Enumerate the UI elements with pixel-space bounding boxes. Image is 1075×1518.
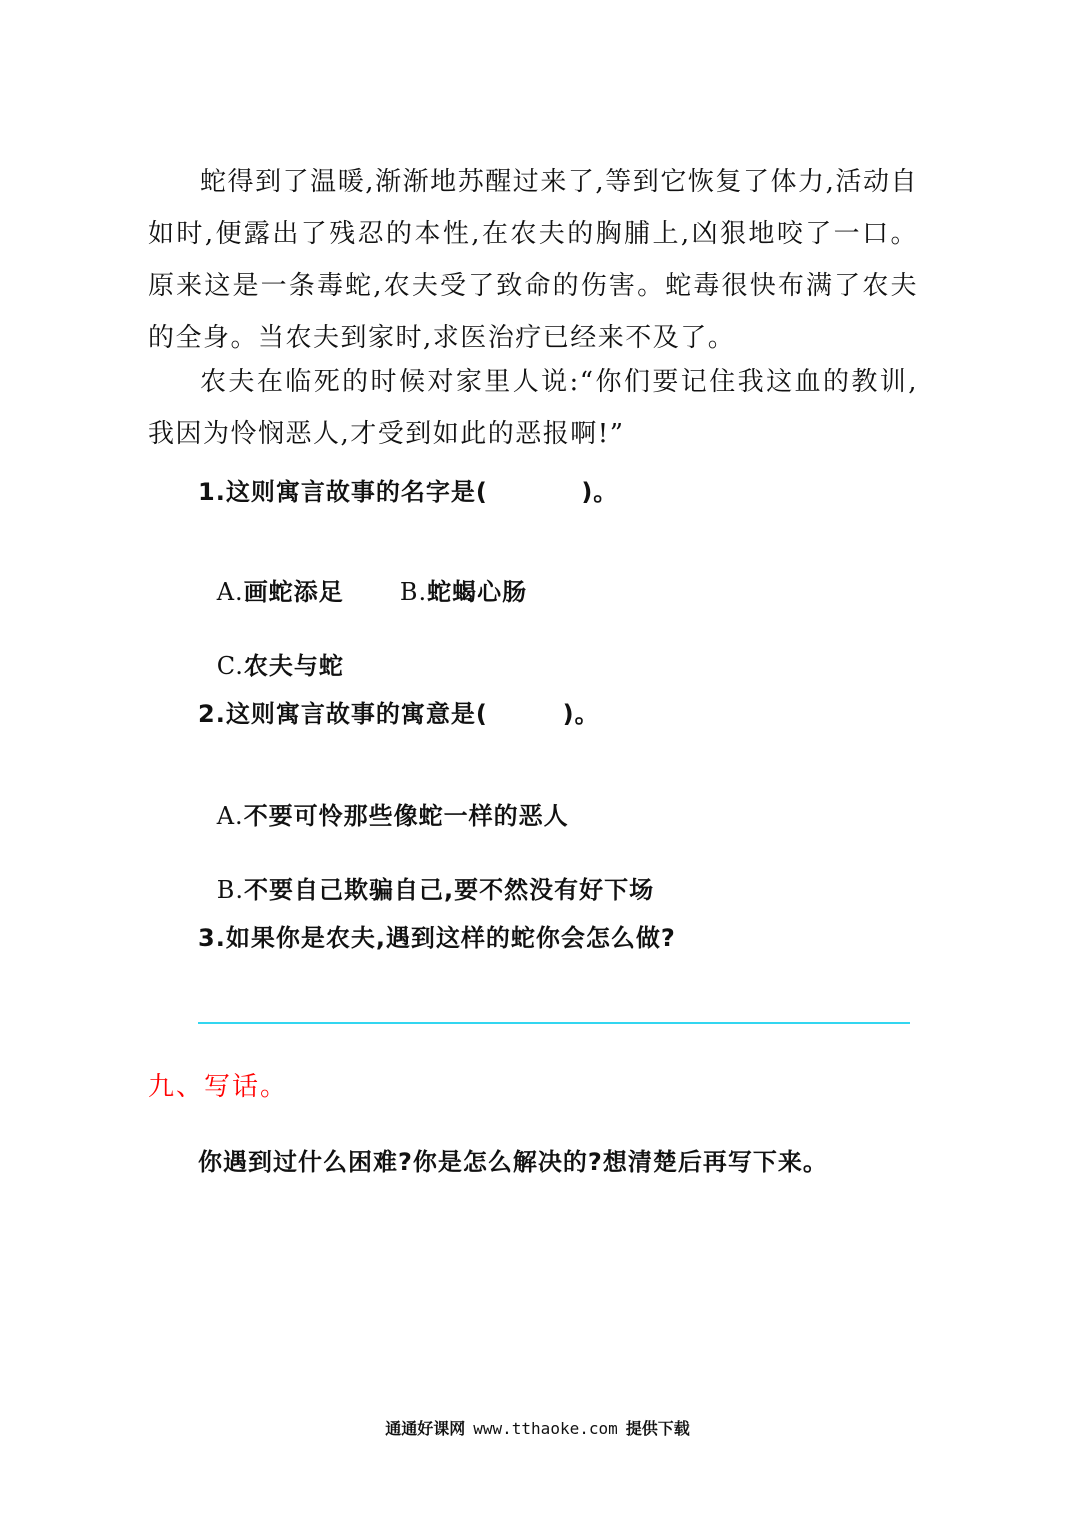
- writing-prompt: 你遇到过什么困难?你是怎么解决的?想清楚后再写下来。: [198, 1148, 828, 1176]
- option-b-text: 蛇蝎心肠: [427, 578, 528, 606]
- question-1-stem: 1.这则寓言故事的名字是( )。: [198, 478, 619, 506]
- footer-suffix: 提供下载: [625, 1419, 690, 1438]
- section-9-title: 九、写话。: [148, 1072, 289, 1102]
- option-b-text: 不要自己欺骗自己,要不然没有好下场: [243, 876, 655, 904]
- option-c-text: 农夫与蛇: [243, 652, 344, 680]
- question-2-stem: 2.这则寓言故事的寓意是( )。: [198, 700, 600, 728]
- option-a-letter: A.: [216, 802, 244, 830]
- option-b-letter: B.: [399, 578, 428, 606]
- footer-url[interactable]: www.tthaoke.com: [473, 1419, 618, 1438]
- footer-site-name: 通通好课网: [385, 1419, 466, 1438]
- option-a-letter: A.: [216, 578, 244, 606]
- option-c-letter: C.: [216, 652, 244, 680]
- question-2-option-b: [198, 842, 654, 905]
- option-b-letter: B.: [216, 876, 244, 904]
- question-2-option-a: [198, 768, 569, 831]
- answer-line: [198, 1022, 910, 1024]
- option-a-text: 画蛇添足: [243, 578, 344, 606]
- footer: [0, 1416, 1075, 1439]
- question-1-options-ab: [198, 544, 527, 607]
- story-paragraph-1: 蛇得到了温暖,渐渐地苏醒过来了,等到它恢复了体力,活动自如时,便露出了残忍的本性,在农夫的胸脯上,凶狠地咬了一口。原来这是一条毒蛇,农夫受了致命的伤害。蛇毒很快布满了农夫的全身。当农夫到家时,求医治疗已经来不及了。: [148, 167, 918, 353]
- story-paragraph-2: 农夫在临死的时候对家里人说:“你们要记住我这血的教训,我因为怜悯恶人,才受到如此的恶报啊!”: [148, 367, 918, 449]
- question-3-stem: 3.如果你是农夫,遇到这样的蛇你会怎么做?: [198, 924, 676, 952]
- question-1-option-c: [198, 618, 344, 681]
- option-a-text: 不要可怜那些像蛇一样的恶人: [243, 802, 569, 830]
